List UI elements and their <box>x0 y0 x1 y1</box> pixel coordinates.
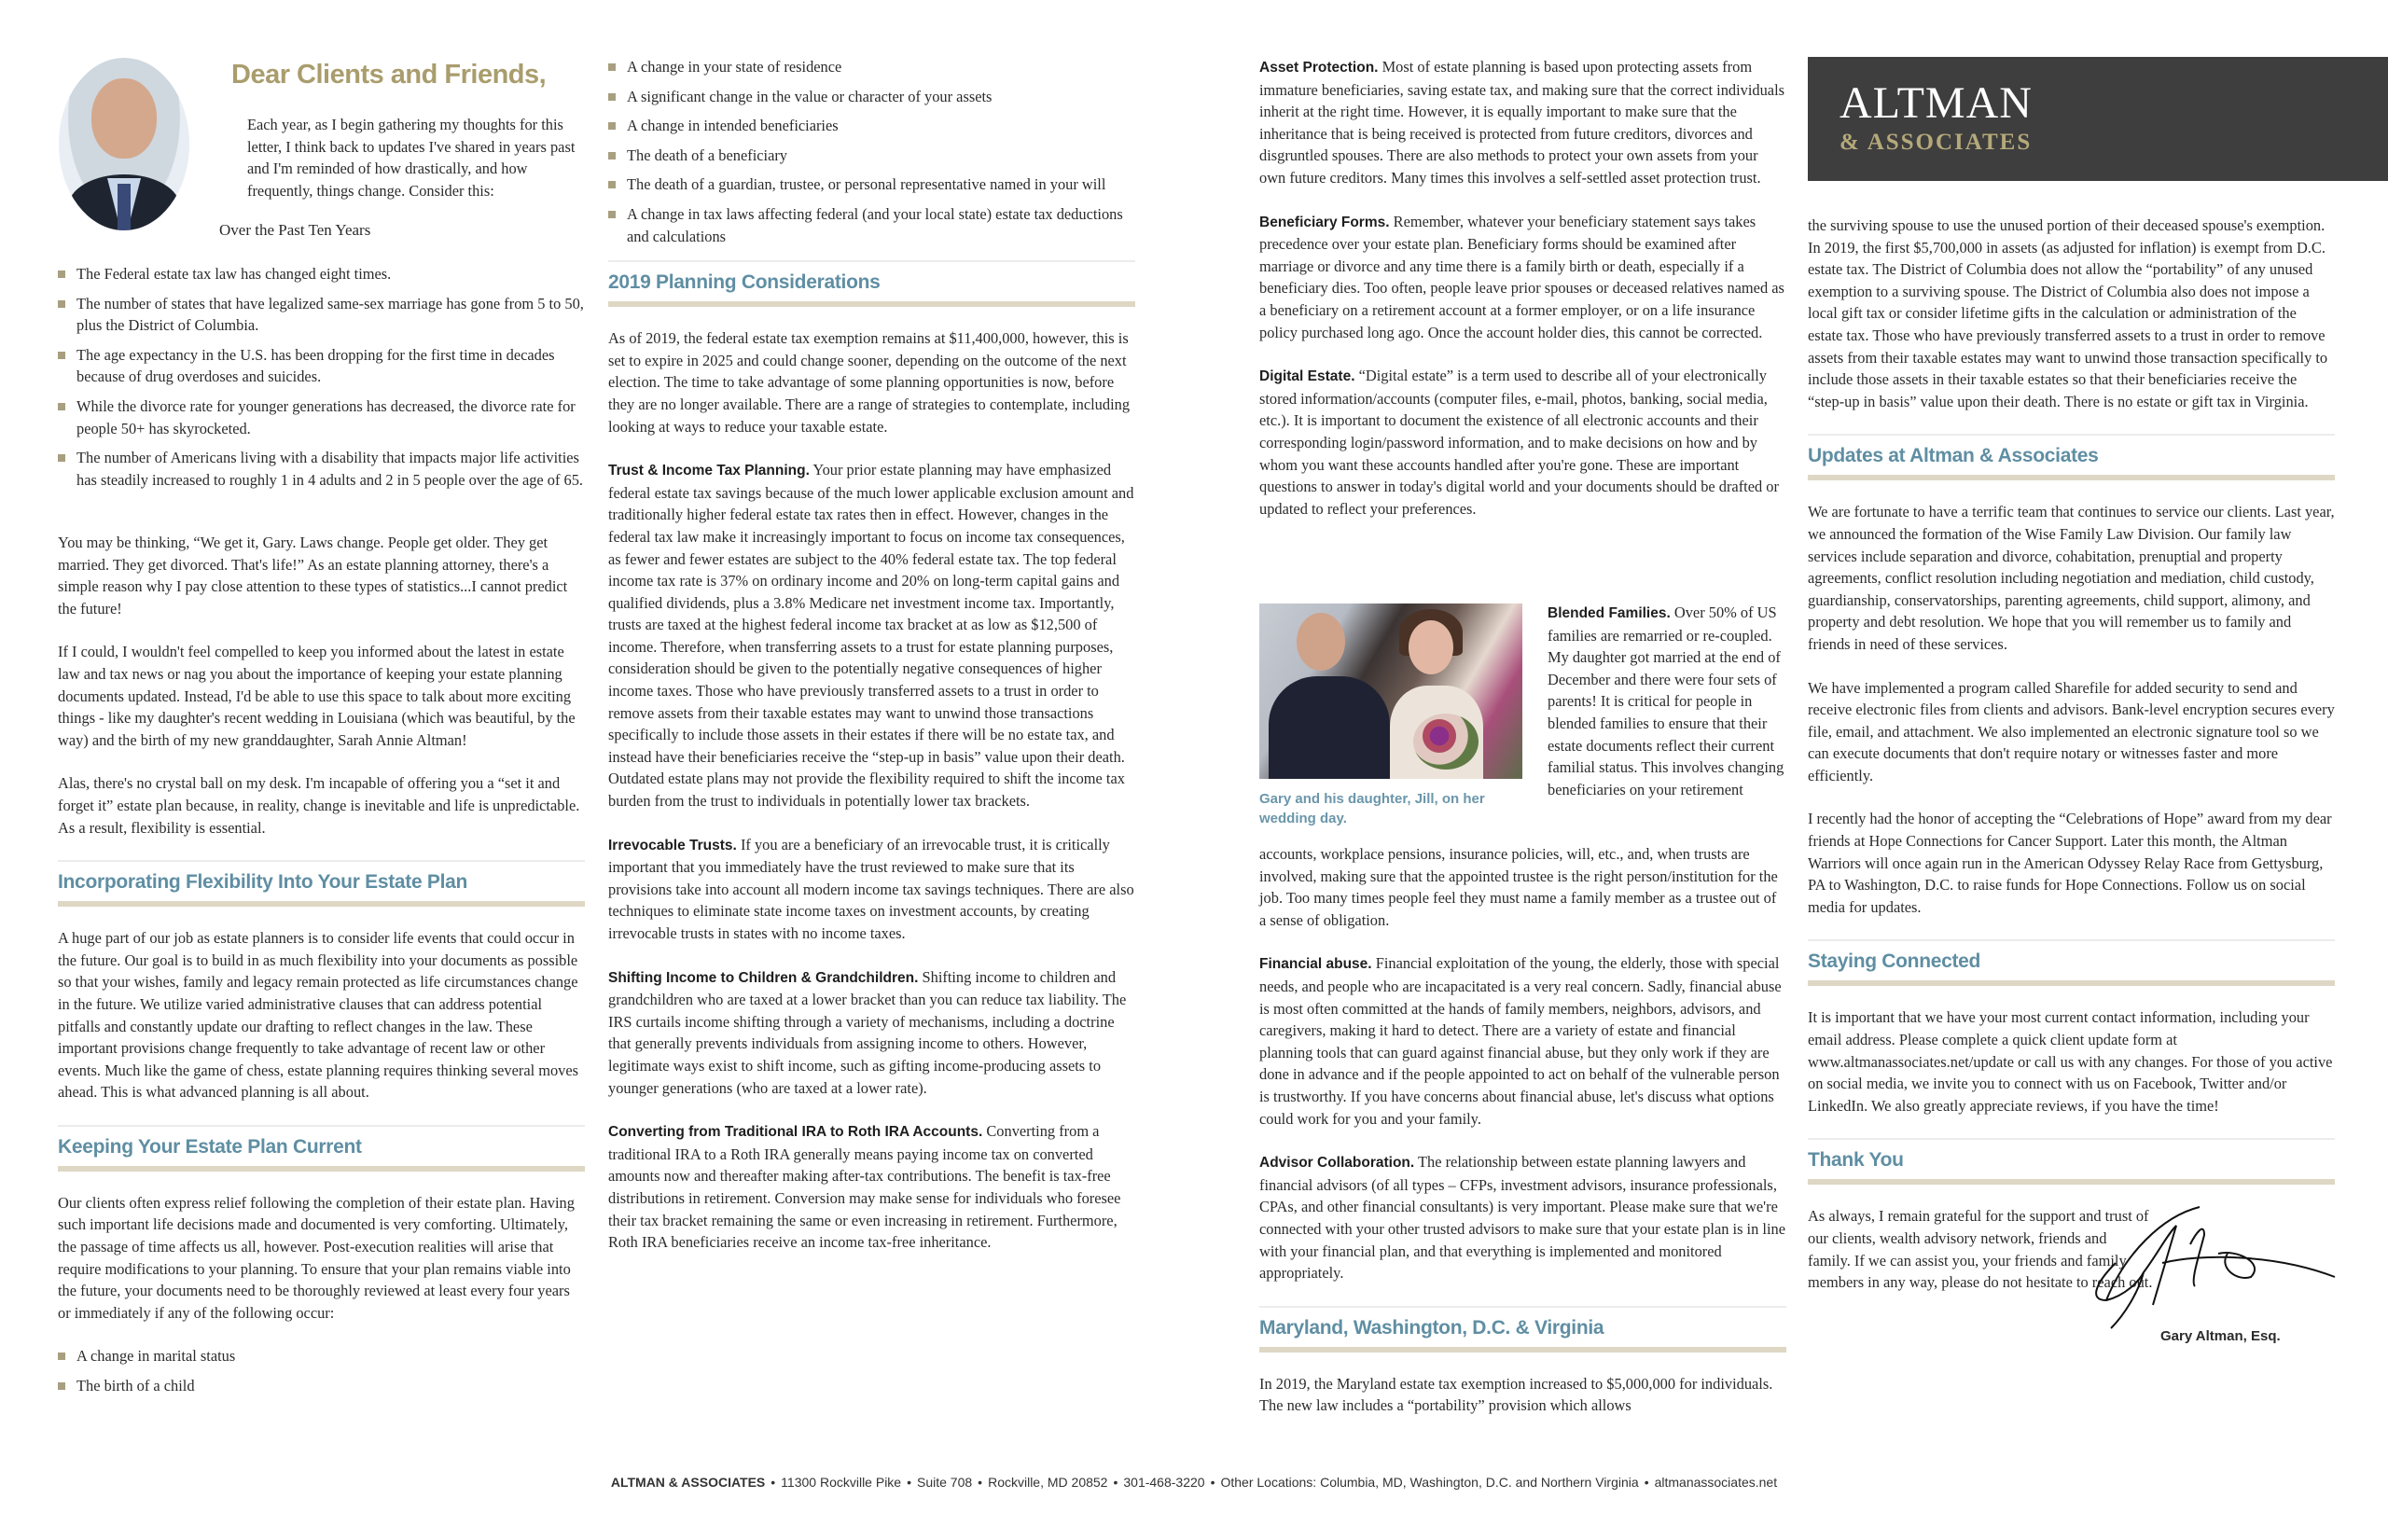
topic-advisor-collaboration: Advisor Collaboration. The relationship between estate planning lawyers and financial advisors (of all types – CFPs, investment advisors, insurance professionals, CPAs, and other financial consultants) is very important. Please make sure that we're connected with your other trusted advisors to make sure that your estate plan is in line with your financial plan, and that everything is implemented and monitored appropriately. <box>1259 1153 1785 1283</box>
topic-roth-conversion: Converting from Traditional IRA to Roth IRA Accounts. Converting from a traditional IRA to a Roth IRA generally means paying income tax on converted amounts now and thereafter making after-tax contributions. The benefit is tax-free distributions in retirement. Conversion may make sense for individuals who foresee their tax bracket remaining the same or even increasing in retirement. Furthermore, Roth IRA beneficiaries receive an income tax-free inheritance. <box>608 1122 1121 1252</box>
letter-paragraph: If I could, I wouldn't feel compelled to keep you informed about the latest in estate law and tax news or nag you about the importance of keeping your estate planning documents updated. Instead, I'd be able to use this space to talk about more exciting things - like my daughter's recent wedding in Louisiana (which was beautiful, by the way) and the birth of my new granddaughter, Sarah Annie Altman! <box>58 643 576 749</box>
footer-suite: Suite 708 <box>917 1475 973 1490</box>
section-header-thank-you <box>1808 1138 2335 1185</box>
list-item: A change in intended beneficiaries <box>608 115 1135 137</box>
footer-address: 11300 Rockville Pike <box>781 1475 902 1490</box>
section-title: Staying Connected <box>1808 950 1981 973</box>
section-title: 2019 Planning Considerations <box>608 271 881 294</box>
signature-name: Gary Altman, Esq. <box>2160 1328 2281 1345</box>
topic-trust-income-tax: Trust & Income Tax Planning. Your prior estate planning may have emphasized federal estate tax savings because of the much lower applicable exclusion amount and traditionally higher federal estate tax rates then in effect. However, changes in the federal tax law make it increasingly important to focus on income tax consequences, as fewer and fewer estates are subject to the 40% federal estate tax. The top federal income tax rate is 37% on ordinary income and 20% on long-term capital gains and qualified dividends, plus a 3.8% Medicare net investment income tax. Importantly, trusts are taxed at the highest federal income tax bracket at as low as $12,500 of income. Therefore, when transferring assets to a trust for estate planning purposes, consideration should be given to the potentially negative consequences of higher income taxes. Those who have previously transferred assets to a trust in order to remove assets from their taxable estates may want to unwind those transactions specifically to include those assets in their estates if there will be no estate tax, and instead have their beneficiaries receive the “step-up in basis” value upon their death. Outdated estate plans may not provide the flexibility required to shift the income tax burden from the trust to individuals in potentially lower tax brackets. <box>608 461 1134 811</box>
footer-phone: 301-468-3220 <box>1123 1475 1205 1490</box>
updates-paragraph: We are fortunate to have a terrific team that continues to service our clients. Last year, we announced the formation of the Wise Family Law Division. Our family law services include separation and divorce, cohabitation, prenuptial and property agreements, conflict resolution including negotiation and mediation, child custody, guardianship, conservatorships, parenting agreements, child support, alimony, and property and debt resolution. We hope that you will remember us to family and friends in need of these services. <box>1808 503 2335 653</box>
updates-paragraph: I recently had the honor of accepting the “Celebrations of Hope” award from my dear friends at Hope Connections for Cancer Support. Later this month, the Altman Warriors will once again run in the American Odyssey Relay Race from Gettysburg, PA to Washington, D.C. to raise funds for Hope Connections. Follow us on social media for updates. <box>1808 810 2332 916</box>
firm-logo <box>1808 57 2388 181</box>
topic-shifting-income: Shifting Income to Children & Grandchildren. Shifting income to children and grandchildren who are taxed at a lower bracket than you can reduce tax liability. The IRS curtails income shifting through a variety of mechanisms, including a doctrine that generally prevents individuals from assigning income to others. However, legitimate ways exist to shift income, such as gifting income-producing assets to younger generations (who are taxed at a lower rate). <box>608 967 1127 1097</box>
regional-body-part2: the surviving spouse to use the unused portion of their deceased spouse's exemption. In 2019, the first $5,700,000 in assets (as adjusted for inflation) is exempt from D.C. estate tax. The District of Columbia does not allow the “portability” of any unused exemption to a surviving spouse. The District of Columbia also does not impose a local gift tax or consider lifetime gifts in the calculation or administration of the estate tax. Those who have previously transferred assets to a trust in order to remove assets from their taxable estates may want to unwind those transaction specifically to include those assets in their taxable estates so that their beneficiaries receive the “step-up in basis” value upon their death. There is no estate or gift tax in Virginia. <box>1808 216 2328 410</box>
section-title: Incorporating Flexibility Into Your Estate Plan <box>58 871 468 894</box>
section-title: Keeping Your Estate Plan Current <box>58 1135 362 1158</box>
section-header-regional <box>1259 1306 1786 1353</box>
footer-website-link[interactable]: altmanassociates.net <box>1654 1475 1778 1490</box>
intro-paragraph: Each year, as I begin gathering my thoughts for this letter, I think back to updates I've shared in years past and I'm reminded of how drastically, and how frequently, things change. Consider this: <box>247 116 576 200</box>
review-triggers-list-continued <box>608 56 1135 247</box>
list-item: A change in tax laws affecting federal (and your local state) estate tax deductions and calculations <box>608 203 1135 247</box>
current-body: Our clients often express relief following the completion of their estate plan. Having such important life decisions made and documented is very comforting. Ultimately, the passage of time affects us all, however. Post-execution realities will arise that require modifications to your planning. To ensure that your plan remains viable into the future, your documents need to be thoroughly reviewed at least every four years or immediately if any of the following occur: <box>58 1193 575 1322</box>
list-item: The birth of a child <box>58 1375 585 1397</box>
list-item: The age expectancy in the U.S. has been dropping for the first time in decades because of drug overdoses and suicides. <box>58 344 585 388</box>
topic-beneficiary-forms: Beneficiary Forms. Remember, whatever your beneficiary statement says takes precedence over your estate plan. Beneficiary forms should be examined after marriage or divorce and any time there is a family birth or death, especially if a beneficiary dies. Too often, people leave prior spouses or deceased relatives named as a beneficiary on a retirement account at a former employer, or on a life insurance policy purchased long ago. Once the account holder dies, this cannot be corrected. <box>1259 212 1784 341</box>
section-title: Thank You <box>1808 1149 1904 1172</box>
review-triggers-list <box>58 1345 585 1396</box>
greeting-heading: Dear Clients and Friends, <box>231 60 547 90</box>
topic-digital-estate: Digital Estate. “Digital estate” is a term used to describe all of your electronically stored information/accounts (computer files, e-mail, photos, banking, social media, etc.). It is important to document the existence of all electronic accounts and their corresponding login/password information, and to make decisions on how and by whom you want these accounts handled after you're gone. These are important questions to answer in today's digital world and your documents should be drafted or updated to reflect your preferences. <box>1259 367 1779 518</box>
list-item: The number of states that have legalized same-sex marriage has gone from 5 to 50, plus the District of Columbia. <box>58 293 585 337</box>
logo-line1: ALTMAN <box>1840 78 2033 128</box>
list-item: The number of Americans living with a disability that impacts major life activities has steadily increased to roughly 1 in 4 adults and 2 in 5 people over the age of 65. <box>58 447 585 491</box>
topic-blended-families: Blended Families. Over 50% of US families are remarried or re-coupled. My daughter got married at the end of December and there were four sets of parents! It is critical for people in blended families to ensure that their estate documents reflect their current familial status. This involves changing beneficiaries on your retirement <box>1548 604 1784 798</box>
topic-irrevocable-trusts: Irrevocable Trusts. If you are a beneficiary of an irrevocable trust, it is critically important that you immediately have the trust reviewed to make sure that its provisions take into account all modern income tax savings techniques. There are also techniques to eliminate state income taxes on investment accounts, by creating irrevocable trusts in states with no income taxes. <box>608 835 1134 942</box>
signature-icon <box>2088 1198 2339 1338</box>
wedding-photo <box>1259 604 1522 779</box>
list-item: A change in marital status <box>58 1345 585 1367</box>
flexibility-body: A huge part of our job as estate planners is to consider life events that could occur in the future. Our goal is to build in as much flexibility into your documents as possible so that your wishes, family and legacy remain protected as life circumstances change in the future. We utilize varied administrative clauses that can address potential pitfalls and constantly update our drafting to reflect changes in the law. These important provisions change frequently to take advantage of recent law or other events. Much like the game of chess, estate planning requires thinking several moves ahead. This is what advanced planning is all about. <box>58 929 579 1102</box>
section-title: Updates at Altman & Associates <box>1808 445 2099 467</box>
footer-firm-name: ALTMAN & ASSOCIATES <box>610 1475 766 1490</box>
list-item: The death of a guardian, trustee, or personal representative named in your will <box>608 173 1135 196</box>
list-item: A significant change in the value or character of your assets <box>608 86 1135 108</box>
topic-financial-abuse: Financial abuse. Financial exploitation of the young, the elderly, those with special needs, and people who are incapacitated is a very real concern. Sadly, financial abuse is most often committed at the hands of family members, neighbors, advisors, and caregivers, making it hard to detect. There are a variety of estate and financial planning tools that can guard against financial abuse, but they only work if they are done in advance and if the people appointed to act on behalf of the vulnerable person is trustworthy. If you have concerns about financial abuse, let's discuss what options could work for you and your family. <box>1259 954 1782 1128</box>
topic-blended-families-continued: accounts, workplace pensions, insurance policies, will, etc., and, when trusts are involved, making sure that the appointed trustee is the right person/institution for the job. Too many times people feel they must name a family member as a trustee out of a sense of obligation. <box>1259 845 1778 929</box>
past-ten-years-heading: Over the Past Ten Years <box>219 221 371 239</box>
list-item: The Federal estate tax law has changed eight times. <box>58 263 585 285</box>
logo-line2: & ASSOCIATES <box>1840 130 2033 155</box>
footer-contact-bar: ALTMAN & ASSOCIATES • 11300 Rockville Pike • Suite 708 • Rockville, MD 20852 • 301-468-3220 • Other Locations: Columbia, MD, Washington, D.C. and Northern Virginia • altmanassociates.net <box>610 1475 1778 1490</box>
topic-asset-protection: Asset Protection. Most of estate planning is based upon protecting assets from immature beneficiaries, saving estate tax, and making sure that the correct individuals inherit at the right time. However, it is equally important to make sure that the inheritance that is being received is protected from future creditors, divorces and disgruntled spouses. There are also methods to protect your own assets from your own future creditors. Many times this involves a self-settled asset protection trust. <box>1259 58 1785 187</box>
thank-you-body: As always, I remain grateful for the support and trust of our clients, wealth advisory network, friends and family. If we can assist you, your friends and family members in any way, please do not hesitate to reach out. <box>1808 1207 2153 1292</box>
letter-paragraph: You may be thinking, “We get it, Gary. Laws change. People get older. They get married. They get divorced. That's life!” As an estate planning attorney, there's a simple reason why I pay close attention to these types of statistics...I cannot predict the future! <box>58 534 568 617</box>
letter-paragraph: Alas, there's no crystal ball on my desk. I'm incapable of offering you a “set it and forget it” estate plan because, in reality, change is inevitable and life is unpredictable. As a result, flexibility is essential. <box>58 774 580 837</box>
footer-locations: Other Locations: Columbia, MD, Washington, D.C. and Northern Virginia <box>1220 1475 1639 1490</box>
planning-intro: As of 2019, the federal estate tax exemption remains at $11,400,000, however, this is set to expire in 2025 and could change sooner, depending on the outcome of the next election. The time to take advantage of some planning opportunities is now, before they are no longer available. There are a range of strategies to contemplate, including looking at ways to reduce your taxable estate. <box>608 329 1131 436</box>
list-item: The death of a beneficiary <box>608 145 1135 167</box>
photo-caption: Gary and his daughter, Jill, on her wedding day. <box>1259 791 1485 826</box>
section-header-current <box>58 1125 585 1172</box>
footer-city: Rockville, MD 20852 <box>988 1475 1108 1490</box>
regional-body-part1: In 2019, the Maryland estate tax exemption increased to $5,000,000 for individuals. The new law includes a “portability” provision which allows <box>1259 1374 1773 1415</box>
section-title: Maryland, Washington, D.C. & Virginia <box>1259 1316 1604 1339</box>
list-item: While the divorce rate for younger generations has decreased, the divorce rate for people 50+ has skyrocketed. <box>58 395 585 439</box>
connected-body: It is important that we have your most current contact information, including your email address. Please complete a quick client update form at www.altmanassociates.net/update or call us with any changes. For those of you active on social media, we invite you to connect with us on Facebook, Twitter and/or LinkedIn. We also greatly appreciate reviews, if you have the time! <box>1808 1008 2333 1115</box>
section-header-2019-planning <box>608 260 1135 307</box>
list-item: A change in your state of residence <box>608 56 1135 78</box>
author-portrait <box>59 58 189 230</box>
updates-paragraph: We have implemented a program called Sharefile for added security to send and receive electronic files from clients and advisors. Bank-level encryption secures every file, email, and attachment. We also implemented an electronic signature tool so we can execute documents that don't require notary or witnesses faster and more efficiently. <box>1808 678 2335 784</box>
section-header-updates <box>1808 434 2335 480</box>
section-header-flexibility <box>58 860 585 907</box>
past-ten-years-list <box>58 263 585 491</box>
section-header-connected <box>1808 939 2335 986</box>
